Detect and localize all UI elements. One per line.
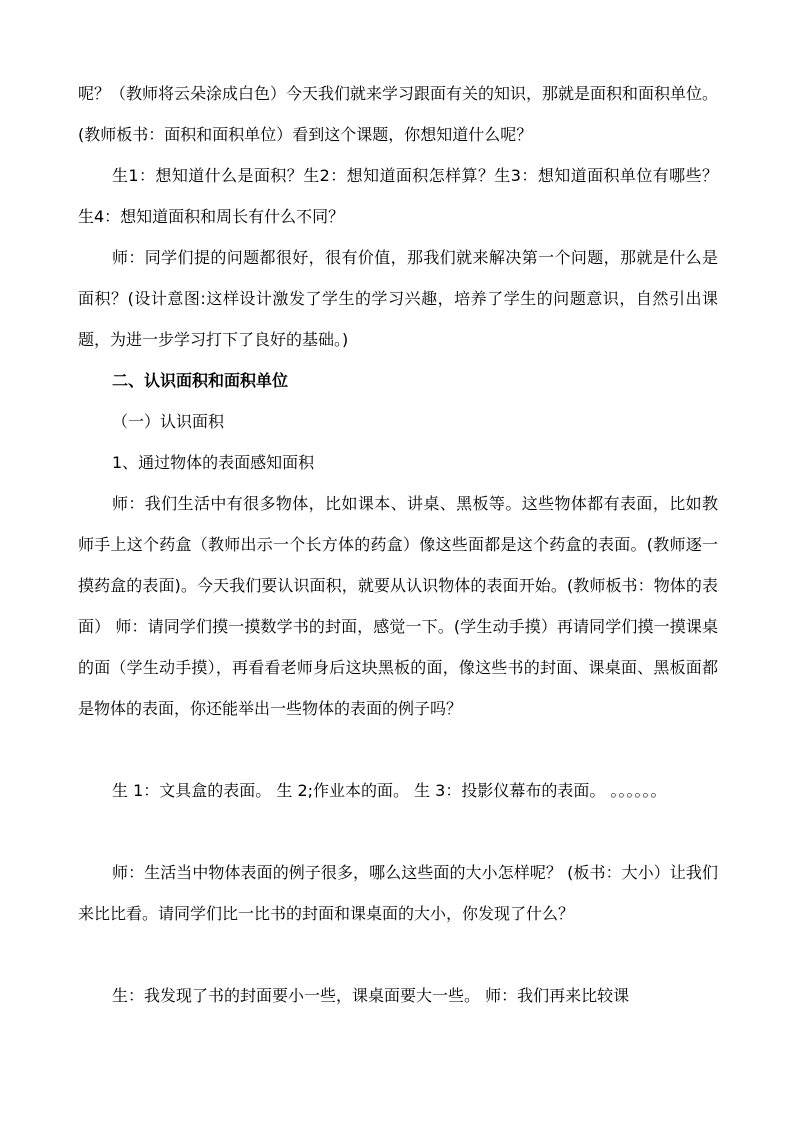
subsection-heading: （一）认识面积 [112, 412, 225, 431]
paragraph-student-questions: 生1：想知道什么是面积？生2：想知道面积怎样算？生3：想知道面积单位有哪些？ 生4：想知道面积和周长有什么不同？ [78, 166, 718, 226]
paragraph-compare-size: 师：生活当中物体表面的例子很多，哪么这些面的大小怎样呢？ (板书：大小）让我们来比比看。请同学们比一比书的封面和课桌面的大小，你发现了什么？ [78, 863, 718, 923]
paragraph-teacher-response: 师：同学们提的问题都很好，很有价值，那我们就来解决第一个问题，那就是什么是面积？(设计意图:这样设计激发了学生的学习兴趣，培养了学生的问题意识，自然引出课题，为进一步学习打下了良好的基础。) [78, 248, 718, 349]
paragraph-student-examples: 生 1：文具盒的表面。 生 2;作业本的面。 生 3：投影仪幕布的表面。 。。。。。。 [112, 781, 667, 800]
topic-heading: 1、通过物体的表面感知面积 [112, 453, 315, 472]
paragraph-cloud-intro: 呢？（教师将云朵涂成白色）今天我们就来学习跟面有关的知识，那就是面积和面积单位。(教师板书：面积和面积单位）看到这个课题，你想知道什么呢？ [78, 84, 719, 144]
paragraph-student-finding: 生：我发现了书的封面要小一些，课桌面要大一些。 师：我们再来比较课 [112, 986, 630, 1005]
paragraph-object-surface: 师：我们生活中有很多物体，比如课本、讲桌、黑板等。这些物体都有表面，比如教师手上这个药盒（教师出示一个长方体的药盒）像这些面都是这个药盒的表面。(教师逐一摸药盒的表面)。今天我们要认识面积，就要从认识物体的表面开始。(教师板书：物体的表面） 师：请同学们摸一摸数学书的封面，感觉一下。(学生动手摸）再请同学们摸一摸课桌的面（学生动手摸），再看看老师身后这块黑板的面，像这些书的封面、课桌面、黑板面都是物体的表面，你还能举出一些物体的表面的例子吗？ [78, 494, 718, 718]
section-heading: 二、认识面积和面积单位 [112, 371, 289, 390]
